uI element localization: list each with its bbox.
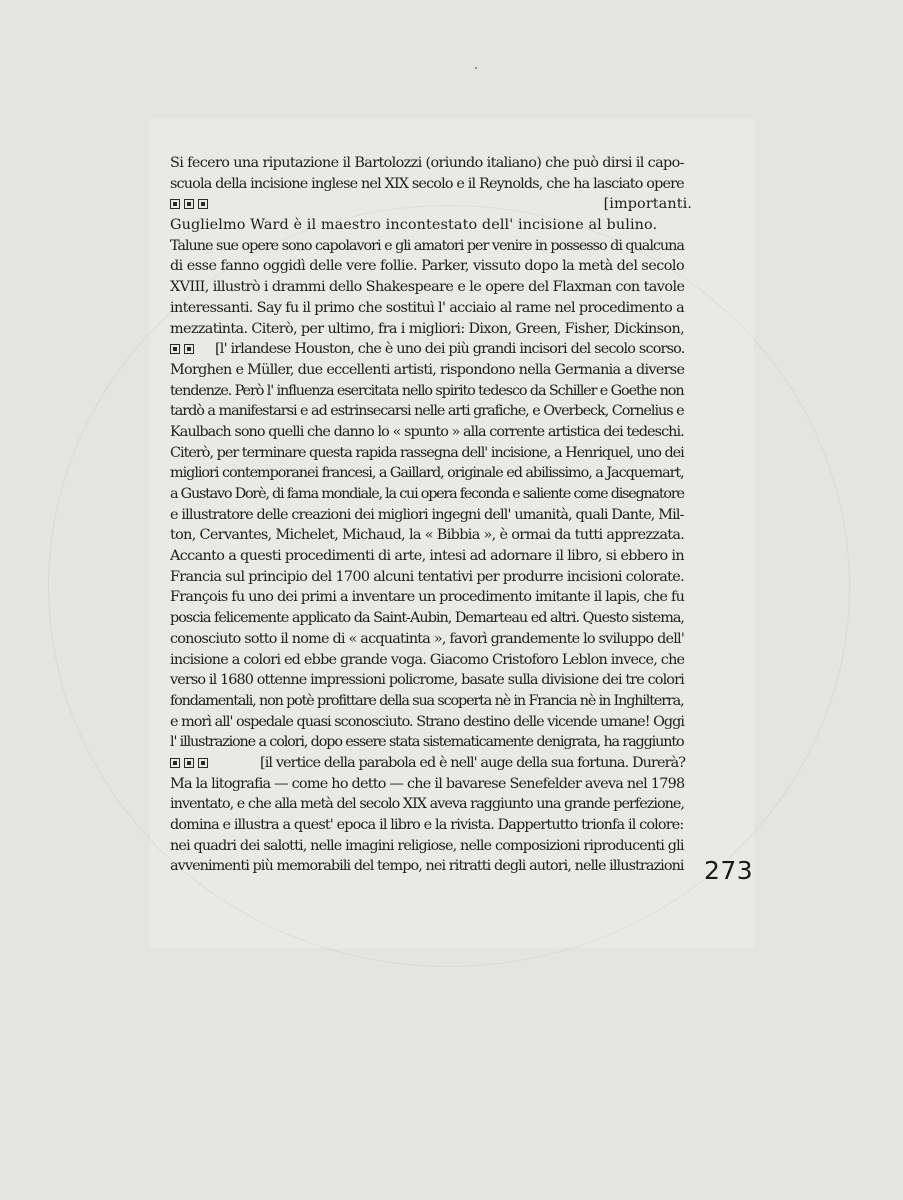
text-line: [l' irlandese Houston, che è uno dei più grandi incisori del secolo scorso.	[170, 339, 692, 360]
text-line: e morì all' ospedale quasi sconosciuto. Strano destino delle vicende umane! Oggi	[170, 713, 685, 730]
body-text	[170, 153, 692, 877]
text-line: di esse fanno oggidì delle vere follie. Parker, vissuto dopo la metà del secolo	[170, 258, 685, 275]
text-line: Accanto a questi procedimenti di arte, intesi ad adornare il libro, si ebbero in	[170, 548, 684, 565]
text-line: Si fecero una riputazione il Bartolozzi (oriundo italiano) che può dirsi il capo-	[170, 155, 684, 171]
text-line: fondamentali, non potè profittare della sua scoperta nè in Francia nè in Inghilterra,	[170, 692, 684, 709]
text-line: [importanti.	[170, 194, 692, 215]
ornament-icon	[184, 344, 194, 354]
ornament-icon	[184, 758, 194, 768]
speck	[475, 67, 477, 69]
text-line: l' illustrazione a colori, dopo essere stata sistematicamente denigrata, ha raggiunto	[170, 734, 684, 751]
text-line: XVIII, illustrò i drammi dello Shakespeare e le opere del Flaxman con tavole	[170, 279, 685, 296]
text-line: tardò a manifestarsi e ad estrinsecarsi nelle arti grafiche, e Overbeck, Cornelius e	[170, 403, 684, 420]
text-line: avvenimenti più memorabili del tempo, nei ritratti degli autori, nelle illustrazioni	[170, 858, 684, 875]
text-line: Morghen e Müller, due eccellenti artisti, rispondono nella Germania a diverse	[170, 361, 685, 378]
text-line: domina e illustra a quest' epoca il libro e la rivista. Dappertutto trionfa il colore:	[170, 817, 684, 833]
text-line: Francia sul principio del 1700 alcuni tentativi per produrre incisioni colorate.	[170, 568, 684, 585]
text-line: François fu uno dei primi a inventare un procedimento imitante il lapis, che fu	[170, 589, 685, 606]
text-line: migliori contemporanei francesi, a Gaillard, originale ed abilissimo, a Jacquemart,	[170, 465, 684, 482]
text-line: Guglielmo Ward è il maestro incontestato dell' incisione al bulino.	[170, 217, 658, 234]
text-line: a Gustavo Dorè, di fama mondiale, la cui opera feconda e saliente come disegnatore	[170, 486, 684, 502]
text-line: [il vertice della parabola ed è nell' auge della sua fortuna. Durerà?	[170, 753, 692, 774]
text-line: interessanti. Say fu il primo che sostituì l' acciaio al rame nel procedimento a	[170, 299, 684, 316]
ornament-icon	[198, 758, 208, 768]
text-line: scuola della incisione inglese nel XIX secolo e il Reynolds, che ha lasciato opere	[170, 175, 684, 192]
ornament-icon	[198, 199, 208, 209]
ornament-icon	[184, 199, 194, 209]
ornament-icon	[170, 758, 180, 768]
text-line: verso il 1680 ottenne impressioni policrome, basate sulla divisione dei tre colori	[170, 672, 684, 689]
text-line: Citerò, per terminare questa rapida rassegna dell' incisione, a Henriquel, uno dei	[170, 444, 684, 461]
text-line: ton, Cervantes, Michelet, Michaud, la « Bibbia », è ormai da tutti apprezzata.	[170, 527, 685, 544]
text-line: tendenze. Però l' influenza esercitata nello spirito tedesco da Schiller e Goethe non	[170, 382, 684, 399]
text-line: e illustratore delle creazioni dei migliori ingegni dell' umanità, quali Dante, Mil-	[170, 506, 684, 523]
ornament-icon	[170, 344, 180, 354]
text-line: conosciuto sotto il nome di « acquatinta », favorì grandemente lo sviluppo dell'	[170, 630, 684, 647]
ornament-icons	[170, 753, 260, 774]
text-line: mezzatinta. Citerò, per ultimo, fra i migliori: Dixon, Green, Fisher, Dickinson,	[170, 320, 684, 337]
text-line: Kaulbach sono quelli che danno lo « spunto » alla corrente artistica dei tedeschi.	[170, 423, 684, 440]
text-line: Talune sue opere sono capolavori e gli amatori per venire in possesso di qualcuna	[170, 237, 684, 254]
text-line: incisione a colori ed ebbe grande voga. Giacomo Cristoforo Leblon invece, che	[170, 651, 685, 668]
text-line: inventato, e che alla metà del secolo XIX aveva raggiunto una grande perfezione,	[170, 796, 684, 813]
page-number: 273	[704, 856, 754, 885]
ornament-icon	[170, 199, 180, 209]
text-line: poscia felicemente applicato da Saint-Aubin, Demarteau ed altri. Questo sistema,	[170, 610, 684, 627]
ornament-icons	[170, 339, 215, 360]
ornament-icons	[170, 194, 208, 215]
text-line: Ma la litografia — come ho detto — che il bavarese Senefelder aveva nel 1798	[170, 775, 685, 792]
text-line: nei quadri dei salotti, nelle imagini religiose, nelle composizioni riproducenti gli	[170, 837, 684, 854]
